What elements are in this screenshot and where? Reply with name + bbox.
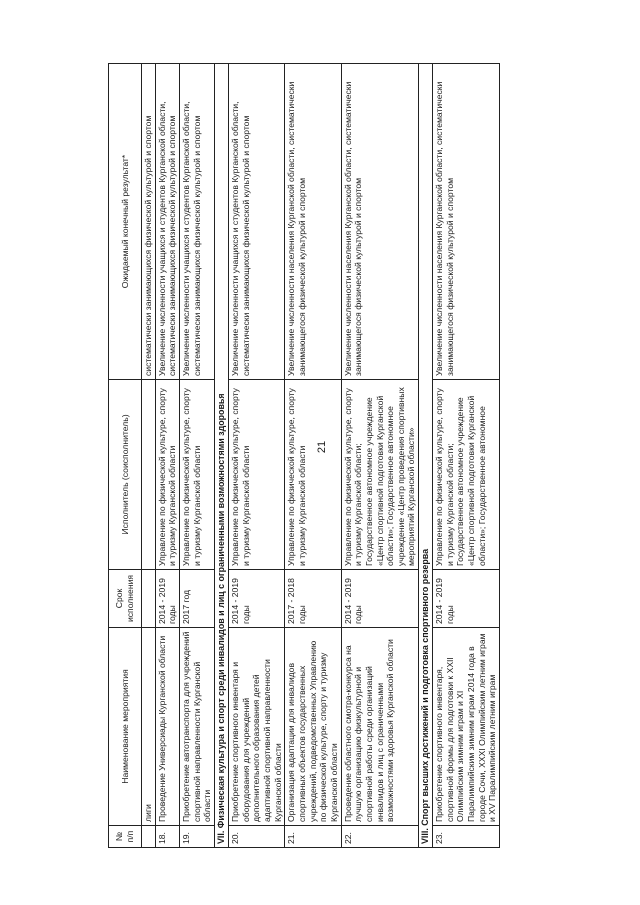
header-result: Ожидаемый конечный результат* xyxy=(109,64,142,380)
table-row xyxy=(433,64,500,848)
cell-num: 21. xyxy=(285,826,341,848)
cell-num: 22. xyxy=(341,826,419,848)
header-num: № п/п xyxy=(109,826,142,848)
rotated-page-content xyxy=(108,63,608,848)
cell-duration: 2014 - 2019 годы xyxy=(433,570,500,628)
cell-name: лиги xyxy=(142,628,156,826)
cell-num: 18. xyxy=(155,826,179,848)
table-row xyxy=(142,64,156,848)
cell-num: 23. xyxy=(433,826,500,848)
section-heading: VII. Физическая культура и спорт среди инвалидов и лиц с ограниченными возможностями здоровья xyxy=(214,64,228,848)
cell-executor: Управление по физической культуре, спорту и туризму Курганской области xyxy=(285,380,341,570)
cell-num: 20. xyxy=(228,826,284,848)
cell-name: Приобретение спортивного инвентаря, спортивной формы для подготовки к XXII Олимпийским зимним играм и XI Паралимпийским зимним играм 2014 года в городе Сочи, XXXI Олимпийским летним играм и XV Паралимпийским летним играм xyxy=(433,628,500,826)
cell-executor: Управление по физической культуре, спорту и туризму Курганской области; Государственное автономное учреждение «Центр спортивной подготовки Курганской области»; Государственное автономное учреждение «Центр проведения спортивных мероприятий Курганской области» xyxy=(341,380,419,570)
table-row xyxy=(155,64,179,848)
cell-duration: 2014 - 2019 годы xyxy=(228,570,284,628)
cell-result: Увеличение численности населения Курганской области, систематически занимающегося физической культурой и спортом xyxy=(341,64,419,380)
cell-executor xyxy=(142,380,156,570)
section-heading: VIII. Спорт высших достижений и подготовка спортивного резерва xyxy=(419,64,433,848)
header-name: Наименование мероприятия xyxy=(109,628,142,826)
header-executor: Исполнитель (соисполнитель) xyxy=(109,380,142,570)
cell-name: Приобретение спортивного инвентаря и оборудования для учреждений дополнительного образования детей адаптивной спортивной направленности Курганской области xyxy=(228,628,284,826)
cell-duration: 2014 - 2019 годы xyxy=(155,570,179,628)
section-heading-row xyxy=(419,64,433,848)
cell-executor: Управление по физической культуре, спорту и туризму Курганской области xyxy=(155,380,179,570)
header-duration: Срок исполнения xyxy=(109,570,142,628)
cell-executor: Управление по физической культуре, спорту и туризму Курганской области; Государственное автономное учреждение «Центр спортивной подготовки Курганской области»; Государственное автономное xyxy=(433,380,500,570)
cell-result: Увеличение численности населения Курганской области, систематически занимающегося физической культурой и спортом xyxy=(285,64,341,380)
cell-executor: Управление по физической культуре, спорту и туризму Курганской области xyxy=(179,380,214,570)
cell-name: Организация адаптации для инвалидов спортивных объектов государственных учреждений, подведомственных Управлению по физической культуре, спорту и туризму Курганской области xyxy=(285,628,341,826)
cell-executor: Управление по физической культуре, спорту и туризму Курганской области xyxy=(228,380,284,570)
cell-result: Увеличение численности учащихся и студентов Курганской области, систематически занимающихся физической культурой и спортом xyxy=(228,64,284,380)
cell-result: Увеличение численности учащихся и студентов Курганской области, систематически занимающихся физической культурой и спортом xyxy=(155,64,179,380)
cell-name: Проведение Универсиады Курганской области xyxy=(155,628,179,826)
section-heading-row xyxy=(214,64,228,848)
table-row xyxy=(228,64,284,848)
table-header-row xyxy=(109,64,142,848)
cell-duration: 2017 - 2018 годы xyxy=(285,570,341,628)
cell-result: систематически занимающихся физической культурой и спортом xyxy=(142,64,156,380)
table-row xyxy=(341,64,419,848)
cell-duration: 2014 - 2019 годы xyxy=(341,570,419,628)
table-row xyxy=(179,64,214,848)
table-row xyxy=(285,64,341,848)
cell-name: Приобретение автотранспорта для учреждений спортивной направленности Курганской области xyxy=(179,628,214,826)
cell-num: 19. xyxy=(179,826,214,848)
cell-result: Увеличение численности населения Курганской области, систематически занимающегося физической культурой и спортом xyxy=(433,64,500,380)
measures-table xyxy=(108,63,500,848)
page-number: 21 xyxy=(316,440,328,454)
cell-num xyxy=(142,826,156,848)
cell-name: Проведение областного смотра-конкурса на лучшую организацию физкультурной и спортивной работы среди организаций инвалидов и лиц с ограниченными возможностями здоровья Курганской области xyxy=(341,628,419,826)
table-body xyxy=(142,64,500,848)
cell-result: Увеличение численности учащихся и студентов Курганской области, систематически занимающихся физической культурой и спортом xyxy=(179,64,214,380)
cell-duration xyxy=(142,570,156,628)
cell-duration: 2017 год xyxy=(179,570,214,628)
